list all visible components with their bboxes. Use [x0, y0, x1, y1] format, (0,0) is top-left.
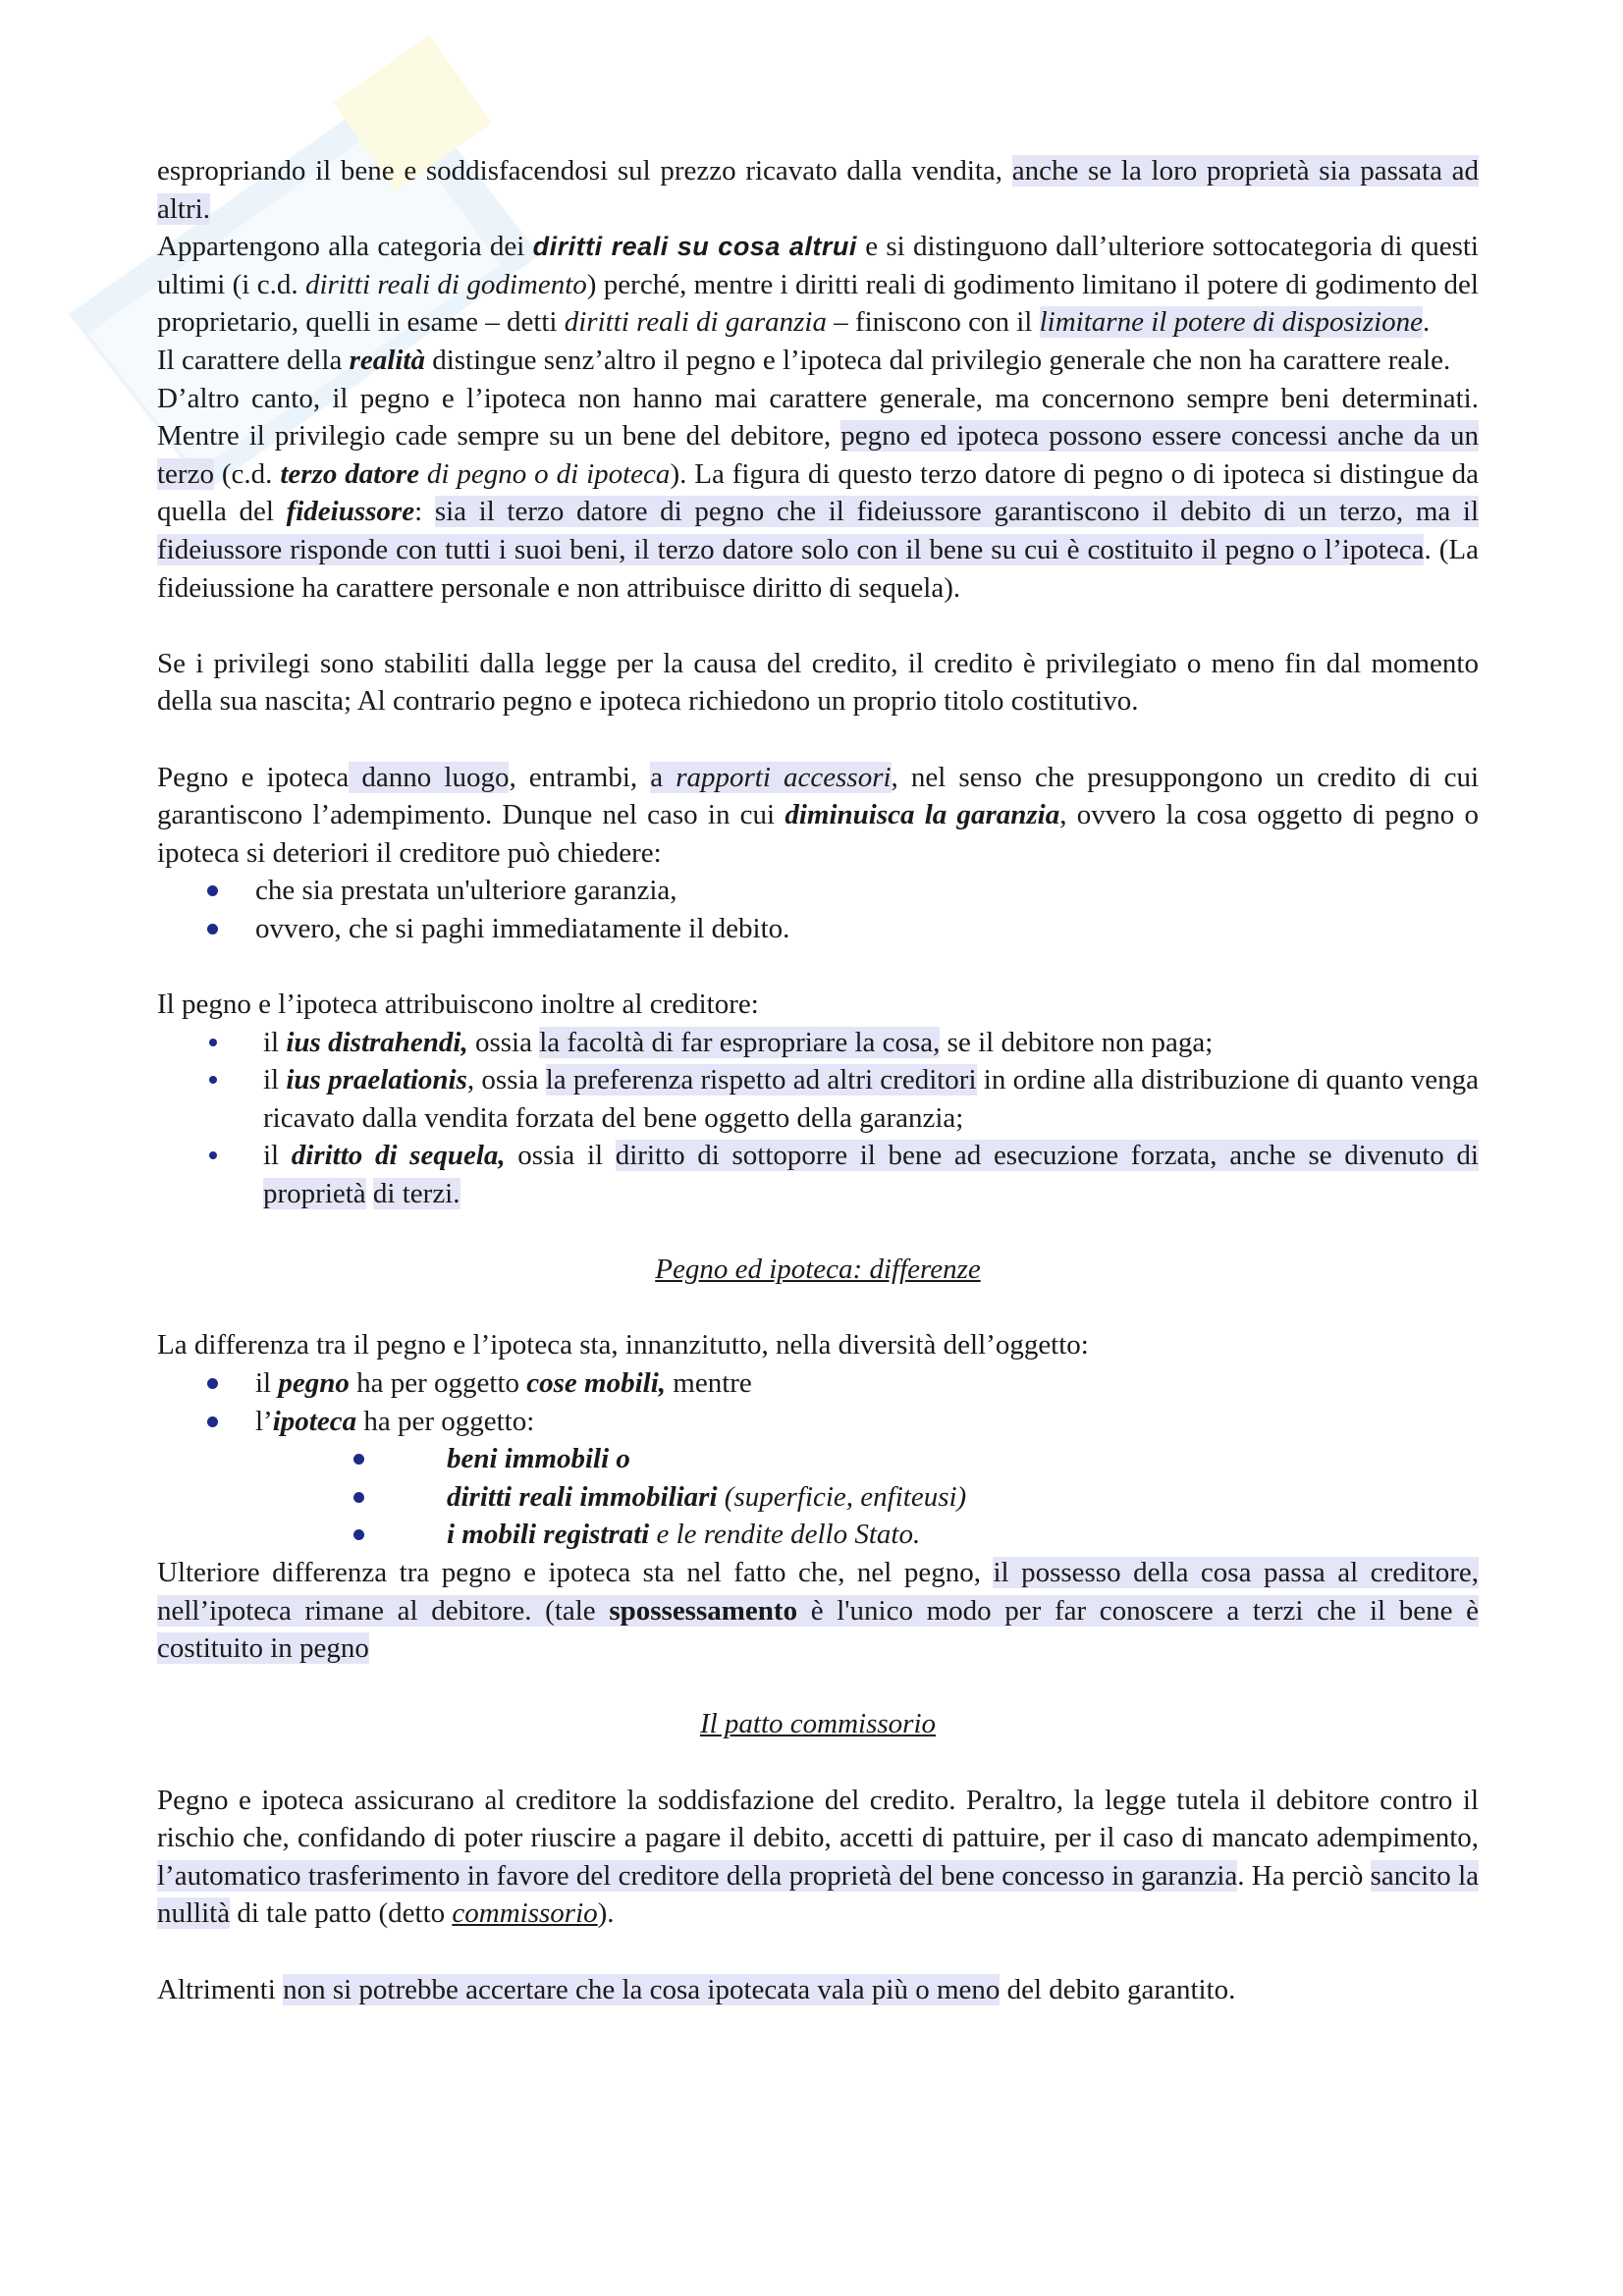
list-item: il ius distrahendi, ossia la facoltà di far espropriare la cosa, se il debitore non paga;: [157, 1024, 1479, 1062]
paragraph: Pegno e ipoteca danno luogo, entrambi, a rapporti accessori, nel senso che presuppongono un credito di cui garantiscono l’adempimento. Dunque nel caso in cui diminuisca la garanzia, ovvero la cosa oggetto di pegno o ipoteca si deteriori il creditore può chiedere:: [157, 761, 1480, 869]
list-item: diritti reali immobiliari (superficie, enfiteusi): [157, 1478, 1479, 1517]
document-body: [157, 152, 1479, 2008]
list-item: i mobili registrati e le rendite dello Stato.: [157, 1516, 1479, 1554]
paragraph: espropriando il bene e soddisfacendosi sul prezzo ricavato dalla vendita, anche se la loro proprietà sia passata ad altri.: [157, 155, 1479, 225]
list-item: beni immobili o: [157, 1440, 1479, 1478]
section-heading: Pegno ed ipoteca: differenze: [655, 1254, 981, 1286]
bullet-list: [157, 1364, 1479, 1440]
paragraph: Pegno e ipoteca assicurano al creditore la soddisfazione del credito. Peraltro, la legge tutela il debitore contro il rischio che, confidando di poter riuscire a pagare il debito, accetti di pattuire, per il caso di mancato adempimento, l’automatico trasferimento in favore del creditore della proprietà del bene concesso in garanzia. Ha perciò sancito la nullità di tale patto (detto commissorio).: [157, 1784, 1479, 1930]
list-item: ovvero, che si paghi immediatamente il debito.: [157, 910, 1479, 948]
list-item: il pegno ha per oggetto cose mobili, mentre: [157, 1364, 1479, 1403]
paragraph: Il carattere della realità distingue senz’altro il pegno e l’ipoteca dal privilegio generale che non ha carattere reale.: [157, 344, 1451, 376]
paragraph: Se i privilegi sono stabiliti dalla legge per la causa del credito, il credito è privilegiato o meno fin dal momento della sua nascita; Al contrario pegno e ipoteca richiedono un proprio titolo costitutivo.: [157, 647, 1479, 718]
list-item: l’ipoteca ha per oggetto:: [157, 1403, 1479, 1441]
list-item: il diritto di sequela, ossia il diritto di sottoporre il bene ad esecuzione forzata, anche se divenuto di proprietà di terzi.: [157, 1137, 1479, 1212]
paragraph: Altrimenti non si potrebbe accertare che la cosa ipotecata vala più o meno del debito garantito.: [157, 1973, 1236, 2005]
paragraph: Ulteriore differenza tra pegno e ipoteca sta nel fatto che, nel pegno, il possesso della cosa passa al creditore, nell’ipoteca rimane al debitore. (tale spossessamento è l'unico modo per far conoscere a terzi che il bene è costituito in pegno: [157, 1556, 1479, 1665]
paragraph: Il pegno e l’ipoteca attribuiscono inoltre al creditore:: [157, 988, 759, 1021]
paragraph: D’altro canto, il pegno e l’ipoteca non hanno mai carattere generale, ma concernono sempre beni determinati. Mentre il privilegio cade sempre su un bene del debitore, pegno ed ipoteca possono essere concessi anche da un terzo (c.d. terzo datore di pegno o di ipoteca). La figura di questo terzo datore di pegno o di ipoteca si distingue da quella del fideiussore: sia il terzo datore di pegno che il fideiussore garantiscono il debito di un terzo, ma il fideiussore risponde con tutti i suoi beni, il terzo datore solo con il bene su cui è costituito il pegno o l’ipoteca. (La fideiussione ha carattere personale e non attribuisce diritto di sequela).: [157, 382, 1480, 604]
nested-bullet-list: [157, 1440, 1479, 1554]
list-item: che sia prestata un'ulteriore garanzia,: [157, 872, 1479, 910]
bullet-list: [157, 1024, 1479, 1213]
section-heading: Il patto commissorio: [699, 1708, 937, 1740]
paragraph: La differenza tra il pegno e l’ipoteca sta, innanzitutto, nella diversità dell’oggetto:: [157, 1329, 1089, 1362]
paragraph: Appartengono alla categoria dei diritti reali su cosa altrui e si distinguono dall’ulteriore sottocategoria di questi ultimi (i c.d. diritti reali di godimento) perché, mentre i diritti reali di godimento limitano il potere di godimento del proprietario, quelli in esame – detti diritti reali di garanzia – finiscono con il limitarne il potere di disposizione.: [157, 231, 1479, 339]
bullet-list: [157, 872, 1479, 947]
list-item: il ius praelationis, ossia la preferenza rispetto ad altri creditori in ordine alla distribuzione di quanto venga ricavato dalla vendita forzata del bene oggetto della garanzia;: [157, 1061, 1479, 1137]
